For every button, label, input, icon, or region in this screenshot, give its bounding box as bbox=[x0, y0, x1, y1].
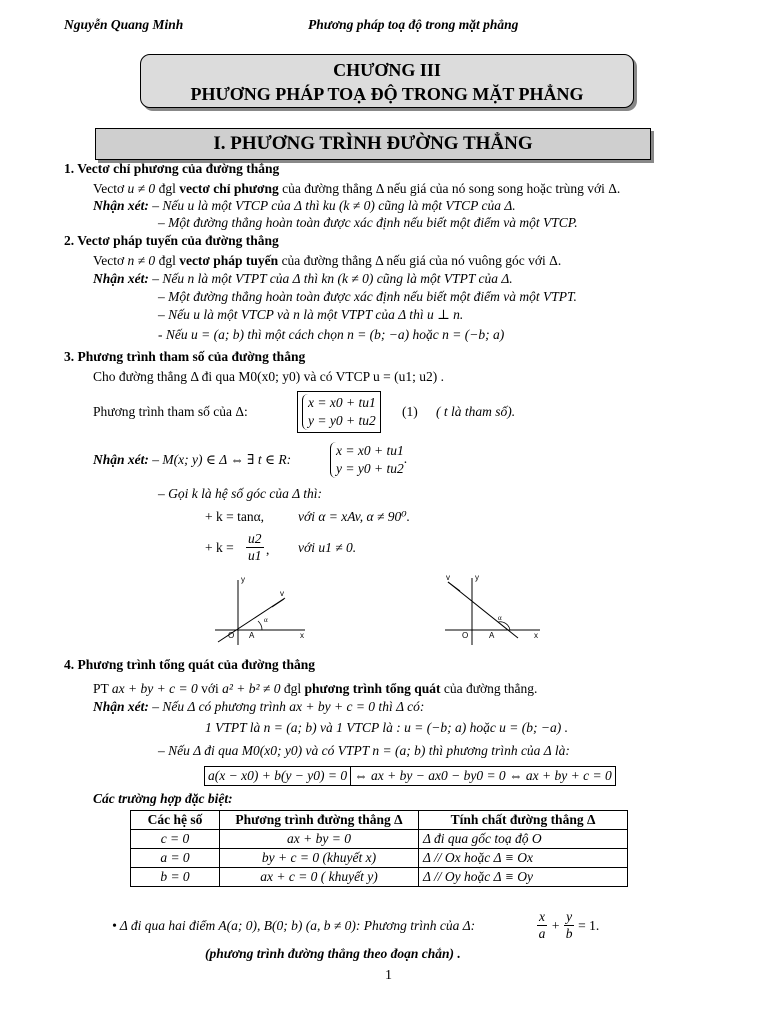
graph1-label-x: x bbox=[300, 631, 304, 640]
graph-negative-slope bbox=[440, 570, 550, 650]
table-cell: a = 0 bbox=[131, 849, 220, 868]
s2-remark-2: – Một đường thẳng hoàn toàn được xác định nếu biết một điểm và một VTPT. bbox=[158, 289, 577, 304]
special-cases-table bbox=[130, 810, 628, 887]
intercept-note: (phương trình đường thẳng theo đoạn chắn) . bbox=[205, 946, 461, 961]
s2-remark-4: - Nếu u = (a; b) thì một cách chọn n = (b; −a) hoặc n = (−b; a) bbox=[158, 327, 505, 342]
s1-heading: 1. Vectơ chỉ phương của đường thẳng bbox=[64, 161, 280, 176]
graph2-label-v: v bbox=[446, 573, 450, 582]
graph-positive-slope bbox=[200, 570, 315, 650]
table-cell: ax + by = 0 bbox=[220, 830, 419, 849]
table-header: Phương trình đường thẳng Δ bbox=[220, 811, 419, 830]
s3-given: Cho đường thẳng Δ đi qua M0(x0; y0) và có VTCP u = (u1; u2) . bbox=[93, 369, 444, 384]
s3-remark-system: x = x0 + tu1 y = y0 + tu2. bbox=[330, 442, 407, 478]
section-title: I. PHƯƠNG TRÌNH ĐƯỜNG THẲNG bbox=[95, 128, 651, 160]
s3-remark-1: Nhận xét: – M(x; y) ∈ Δ ⇔ ∃ t ∈ R: bbox=[93, 452, 292, 467]
table-cell: b = 0 bbox=[131, 868, 220, 887]
graph2-label-y: y bbox=[475, 573, 479, 582]
s4-definition: PT ax + by + c = 0 với a² + b² ≠ 0 đgl phương trình tổng quát của đường thẳng. bbox=[93, 681, 538, 696]
table-header: Tính chất đường thẳng Δ bbox=[419, 811, 628, 830]
s1-remark-1: Nhận xét: – Nếu u là một VTCP của Δ thì ku (k ≠ 0) cũng là một VTCP của Δ. bbox=[93, 198, 516, 213]
s2-remark-1: Nhận xét: – Nếu n là một VTPT của Δ thì kn (k ≠ 0) cũng là một VTPT của Δ. bbox=[93, 271, 513, 286]
graph1-label-v: v bbox=[280, 589, 284, 598]
s4-remark-3: – Nếu Δ đi qua M0(x0; y0) và có VTPT n = (a; b) thì phương trình của Δ là: bbox=[158, 743, 570, 758]
table-row bbox=[131, 830, 628, 849]
header-subject: Phương pháp toạ độ trong mặt phẳng bbox=[308, 17, 519, 32]
chapter-number: CHƯƠNG III bbox=[333, 60, 441, 80]
graph2-label-alpha: α bbox=[498, 614, 502, 622]
graph1-label-O: O bbox=[228, 631, 235, 640]
s2-definition: Vectơ n ≠ 0 đgl vectơ pháp tuyến của đường thẳng Δ nếu giá của nó vuông góc với Δ. bbox=[93, 253, 562, 268]
s4-heading: 4. Phương trình tổng quát của đường thẳng bbox=[64, 657, 315, 672]
slope-comma: , bbox=[266, 542, 270, 557]
table-cell: by + c = 0 (khuyết x) bbox=[220, 849, 419, 868]
graph1-label-y: y bbox=[241, 575, 245, 584]
graph1-label-alpha: α bbox=[264, 616, 268, 624]
table-row bbox=[131, 868, 628, 887]
page-number: 1 bbox=[385, 968, 392, 983]
intercept-equation: x a + $\frac{y}{b}$ = 1. bbox=[538, 909, 600, 941]
table-cell: Δ // Oy hoặc Δ ≡ Oy bbox=[419, 868, 628, 887]
table-row bbox=[131, 849, 628, 868]
slope-tan: + k = tanα, bbox=[205, 509, 265, 524]
s1-definition: Vectơ u ≠ 0 đgl vectơ chỉ phương của đường thẳng Δ nếu giá của nó song song hoặc trùng với Δ. bbox=[93, 181, 621, 196]
s3-eq-number: (1) bbox=[402, 404, 418, 419]
intercept-statement: • Δ đi qua hai điểm A(a; 0), B(0; b) (a, b ≠ 0): Phương trình của Δ: bbox=[112, 918, 476, 933]
slope-ratio-cond: với u1 ≠ 0. bbox=[298, 540, 357, 555]
s2-heading: 2. Vectơ pháp tuyến của đường thẳng bbox=[64, 233, 279, 248]
s3-heading: 3. Phương trình tham số của đường thẳng bbox=[64, 349, 306, 364]
table-cell: Δ // Ox hoặc Δ ≡ Ox bbox=[419, 849, 628, 868]
s4-remark-1: Nhận xét: – Nếu Δ có phương trình ax + by + c = 0 thì Δ có: bbox=[93, 699, 425, 714]
graph2-label-x: x bbox=[534, 631, 538, 640]
graph2-vector-v bbox=[448, 582, 460, 591]
table-header-row bbox=[131, 811, 628, 830]
slope-fraction: u2 u1 bbox=[248, 531, 262, 563]
graph1-label-A: A bbox=[249, 631, 255, 640]
table-header: Các hệ số bbox=[131, 811, 220, 830]
table-cell: ax + c = 0 ( khuyết y) bbox=[220, 868, 419, 887]
slope-tan-cond: với α = xAv, α ≠ 90⁰. bbox=[298, 509, 411, 524]
header-author: Nguyễn Quang Minh bbox=[64, 17, 184, 32]
graph2-label-O: O bbox=[462, 631, 469, 640]
chapter-box bbox=[140, 54, 634, 108]
s3-param-label: Phương trình tham số của Δ: bbox=[93, 404, 248, 419]
s4-special-cases: Các trường hợp đặc biệt: bbox=[93, 791, 233, 806]
s3-remark-2: – Gọi k là hệ số góc của Δ thì: bbox=[158, 486, 323, 501]
table-cell: Δ đi qua gốc toạ độ O bbox=[419, 830, 628, 849]
s4-general-equation: a(x − x0) + b(y − y0) = 0 ⇔ ax + by − ax0 − by0 = 0 ⇔ ax + by + c = 0 bbox=[204, 766, 616, 786]
graph1-vector-v bbox=[272, 599, 284, 607]
table-cell: c = 0 bbox=[131, 830, 220, 849]
graph1-angle bbox=[258, 621, 262, 630]
s3-eq-note: ( t là tham số). bbox=[436, 404, 516, 419]
s3-param-system: x = x0 + tu1 y = y0 + tu2 bbox=[297, 391, 381, 433]
s2-remark-3: – Nếu u là một VTCP và n là một VTPT của Δ thì u ⊥ n. bbox=[158, 307, 464, 322]
graph2-label-A: A bbox=[489, 631, 495, 640]
chapter-title: PHƯƠNG PHÁP TOẠ ĐỘ TRONG MẶT PHẲNG bbox=[190, 84, 584, 104]
s1-remark-2: – Một đường thẳng hoàn toàn được xác định nếu biết một điểm và một VTCP. bbox=[158, 215, 578, 230]
s4-remark-2: 1 VTPT là n = (a; b) và 1 VTCP là : u = (−b; a) hoặc u = (b; −a) . bbox=[205, 720, 569, 735]
slope-ratio: + k = bbox=[205, 540, 234, 555]
